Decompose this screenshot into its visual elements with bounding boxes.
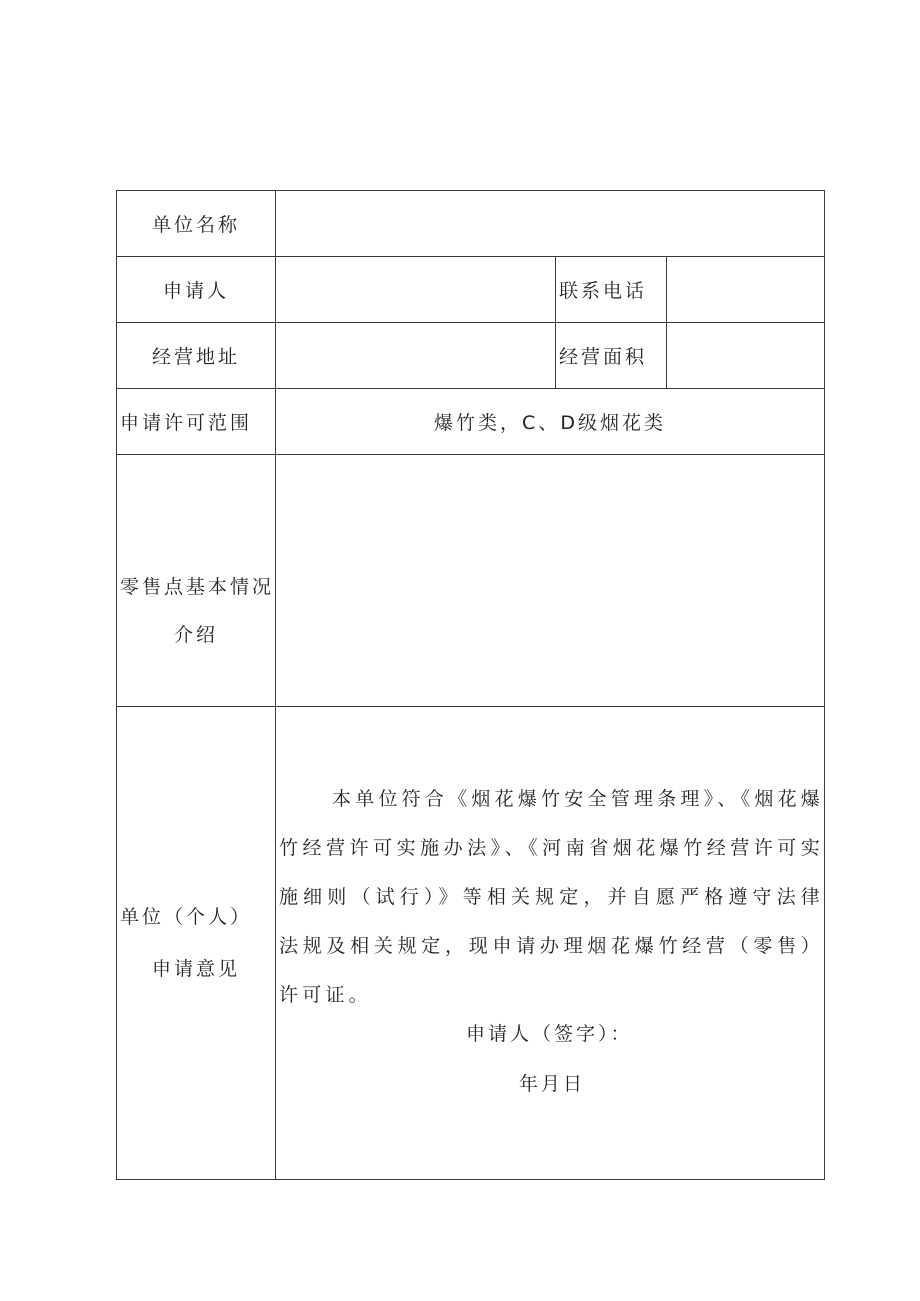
- applicant-label: 申请人: [117, 257, 276, 323]
- declaration-statement: 本单位符合《烟花爆竹安全管理条理》、《烟花爆竹经营许可实施办法》、《河南省烟花爆竹经营许可实施细则（试行）》等相关规定，并自愿严格遵守法律法规及相关规定，现申请办理烟花爆竹经营（零售）许可证。: [279, 788, 824, 1006]
- opinion-label-line1: 单位（个人）: [120, 906, 253, 928]
- intro-label: [117, 455, 276, 707]
- intro-label-line2: 介绍: [173, 623, 218, 646]
- application-form-table: [116, 190, 825, 1180]
- row-applicant: [117, 257, 825, 323]
- row-scope: [117, 389, 825, 455]
- row-unit-name: [117, 191, 825, 257]
- address-field[interactable]: [276, 323, 556, 389]
- row-intro: [117, 455, 825, 707]
- date-label: 年月日: [519, 1073, 586, 1095]
- phone-field[interactable]: [667, 257, 825, 323]
- unit-name-field[interactable]: [276, 191, 825, 257]
- area-label: 经营面积: [556, 323, 667, 389]
- applicant-field[interactable]: [276, 257, 556, 323]
- opinion-cell: [276, 707, 825, 1180]
- opinion-label-line2: 申请意见: [151, 958, 240, 980]
- intro-label-line1: 零售点基本情况: [120, 575, 275, 598]
- row-opinion: [117, 707, 825, 1180]
- intro-field[interactable]: [276, 455, 825, 707]
- scope-value: 爆竹类，C、D级烟花类: [276, 389, 825, 455]
- address-label: 经营地址: [117, 323, 276, 389]
- opinion-label: [117, 707, 276, 1180]
- signature-label: 申请人（签字）：: [466, 1023, 633, 1045]
- area-field[interactable]: [667, 323, 825, 389]
- row-address: [117, 323, 825, 389]
- scope-label: 申请许可范围: [117, 389, 276, 455]
- phone-label: 联系电话: [556, 257, 667, 323]
- unit-name-label: 单位名称: [117, 191, 276, 257]
